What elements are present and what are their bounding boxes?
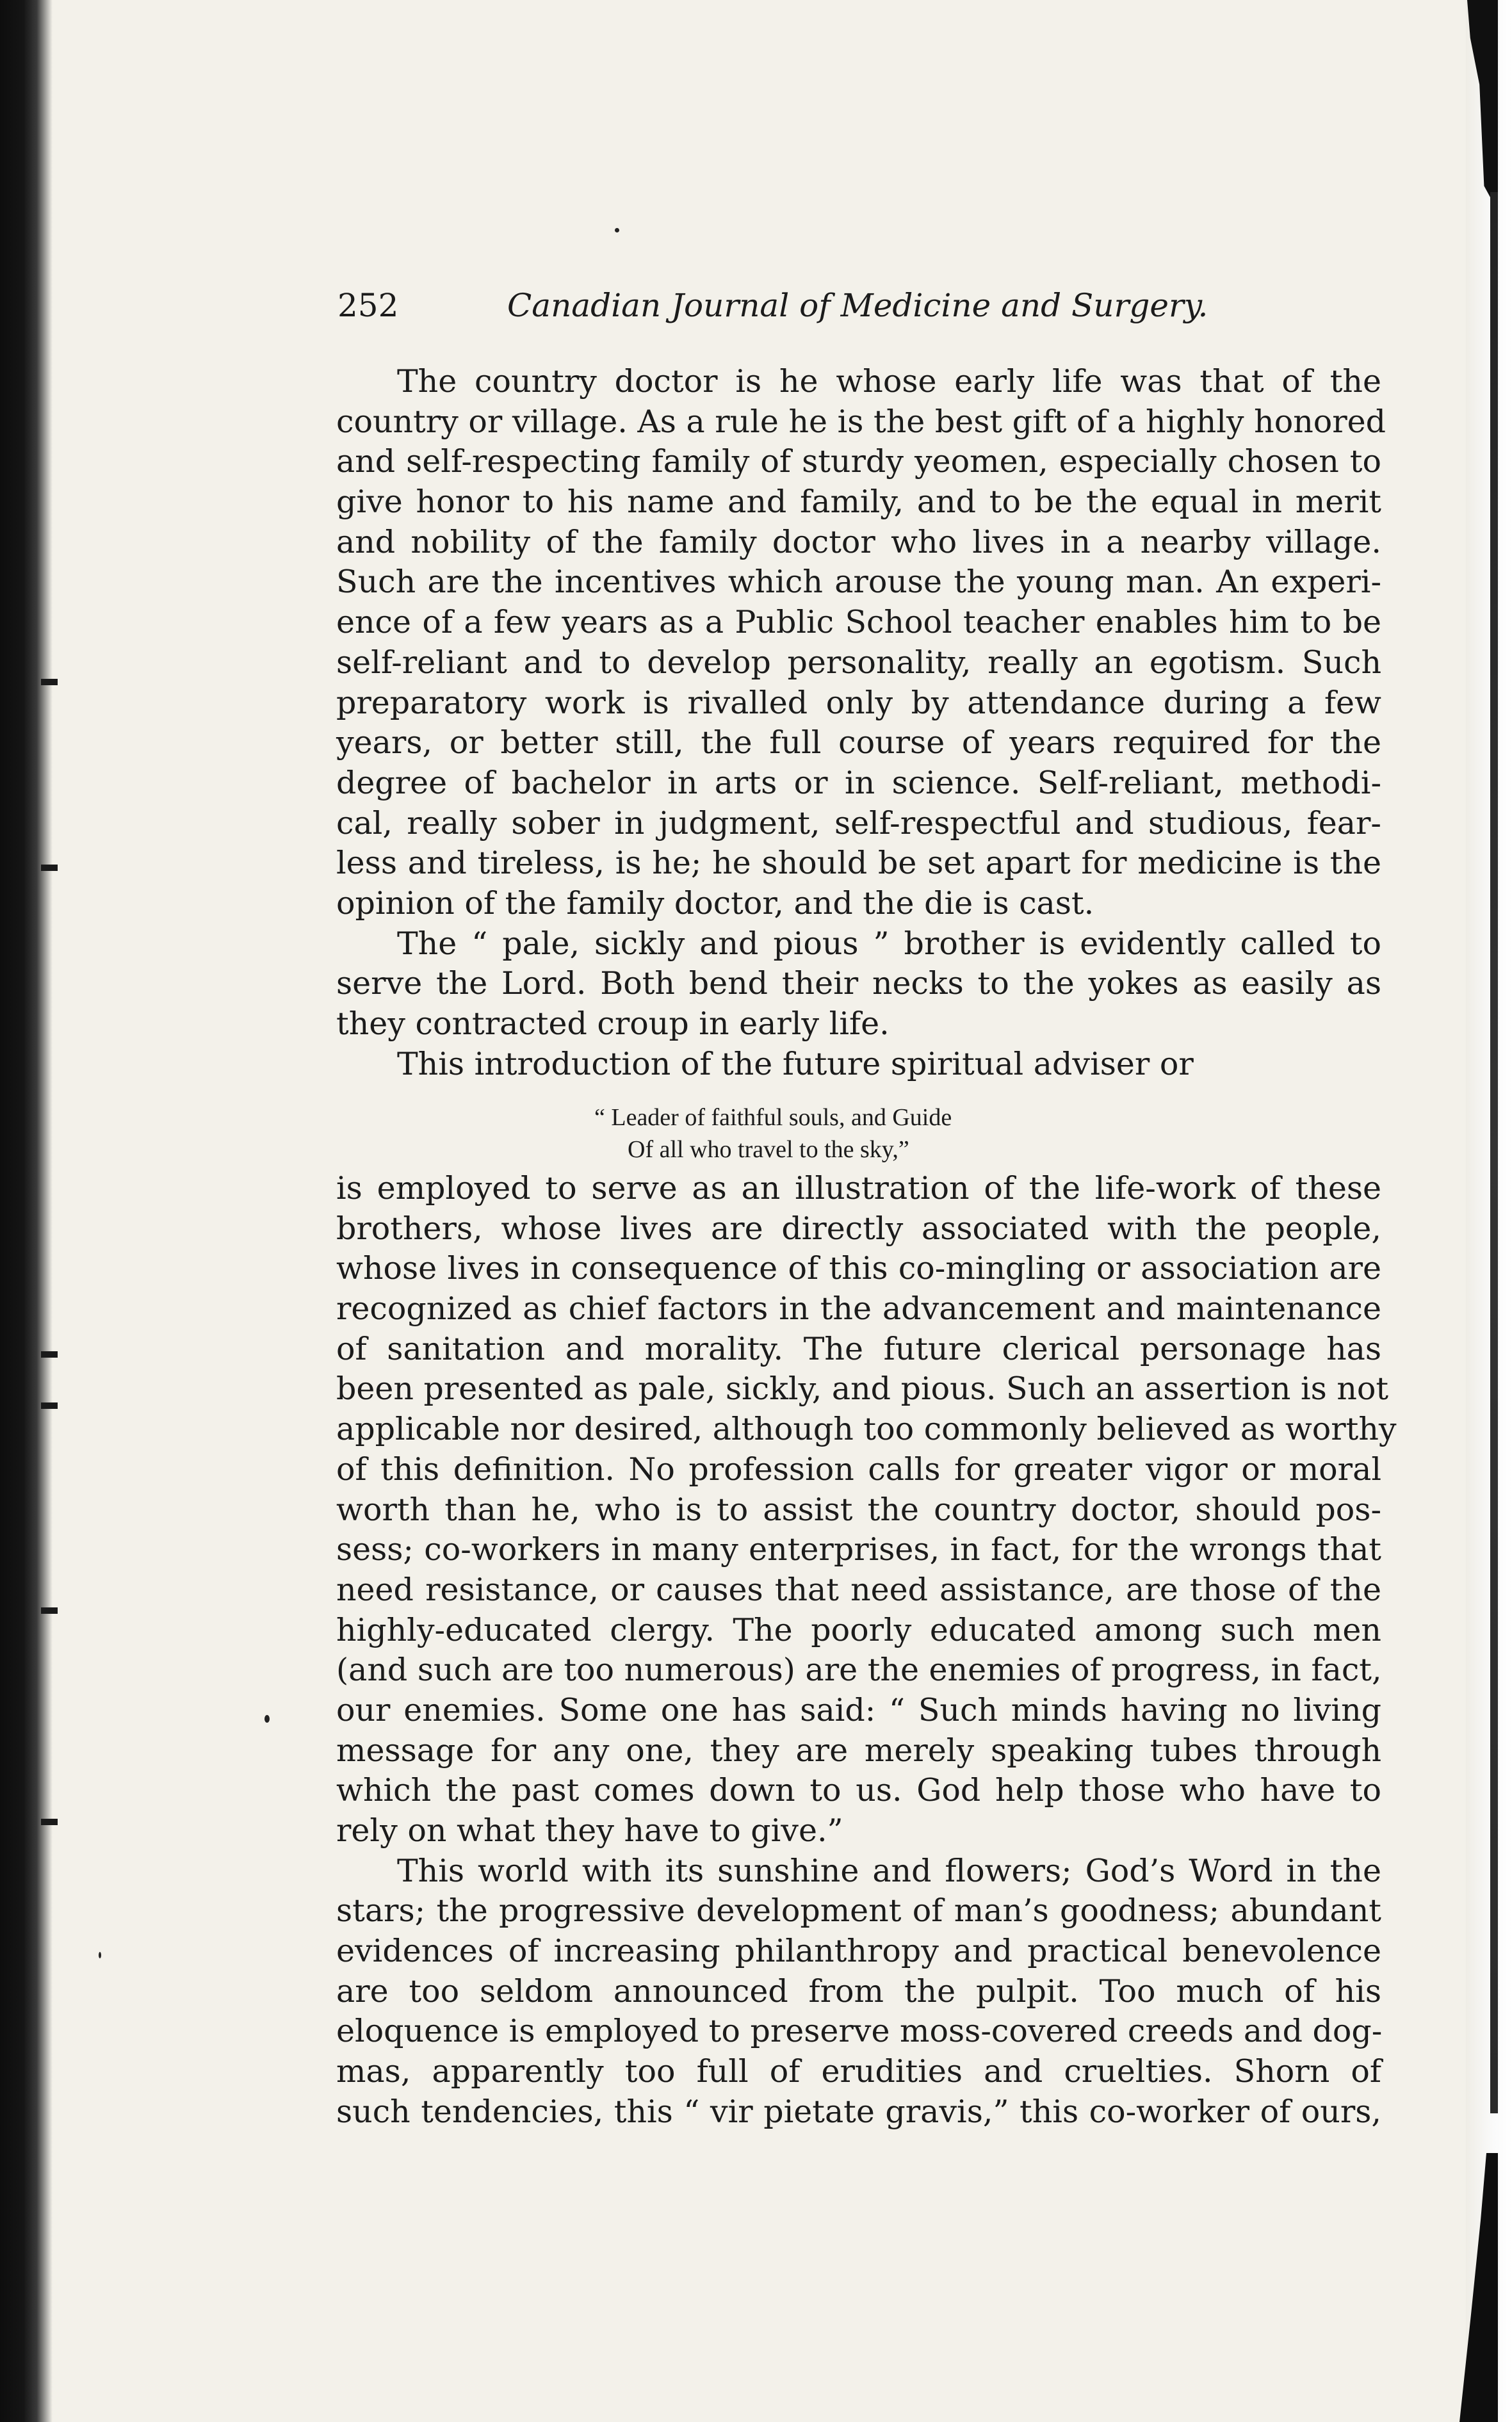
text-line: years, or better still, the full course of years required for the bbox=[336, 724, 1381, 761]
text-line: highly-educated clergy. The poorly educated among such men bbox=[336, 1611, 1381, 1648]
text-line: of this definition. No profession calls for greater vigor or moral bbox=[336, 1451, 1381, 1488]
text-line: give honor to his name and family, and to be the equal in merit bbox=[336, 484, 1381, 521]
text-line: opinion of the family doctor, and the die is cast. bbox=[336, 884, 1094, 922]
text-line: stars; the progressive development of man’s goodness; abundant bbox=[336, 1892, 1381, 1930]
text-line: eloquence is employed to preserve moss-covered creeds and dog- bbox=[336, 2013, 1383, 2050]
text-line: worth than he, who is to assist the country doctor, should pos- bbox=[336, 1491, 1381, 1528]
body-text-before-quote bbox=[336, 362, 1386, 1084]
text-line: less and tireless, is he; he should be set apart for medicine is the bbox=[336, 845, 1381, 882]
body-text-after-quote bbox=[336, 1169, 1397, 2133]
verse-line-1: “ Leader of faithful souls, and Guide bbox=[594, 1104, 952, 1131]
text-line: message for any one, they are merely speaking tubes through bbox=[336, 1732, 1381, 1769]
text-line: (and such are too numerous) are the enemies of progress, in fact, bbox=[336, 1652, 1382, 1689]
ink-speck bbox=[615, 228, 619, 232]
text-line: cal, really sober in judgment, self-respectful and studious, fear- bbox=[336, 804, 1381, 841]
text-line: The country doctor is he whose early life was that of the bbox=[397, 363, 1381, 400]
text-line: and self-respecting family of sturdy yeomen, especially chosen to bbox=[336, 443, 1381, 480]
text-line: preparatory work is rivalled only by attendance during a few bbox=[336, 684, 1381, 721]
text-line: brothers, whose lives are directly associated with the people, bbox=[336, 1210, 1381, 1247]
page-number: 252 bbox=[337, 287, 399, 324]
binding-edge bbox=[0, 0, 53, 2422]
text-line: This world with its sunshine and flowers; God’s Word in the bbox=[397, 1852, 1381, 1889]
text-line: rely on what they have to give.” bbox=[336, 1812, 843, 1849]
text-line: is employed to serve as an illustration of the life-work of these bbox=[336, 1170, 1381, 1207]
text-line: such tendencies, this “ vir pietate gravis,” this co-worker of ours, bbox=[336, 2093, 1381, 2130]
text-line: of sanitation and morality. The future clerical personage has bbox=[336, 1330, 1381, 1367]
torn-page-edge bbox=[1466, 0, 1512, 2422]
text-line: whose lives in consequence of this co-mingling or association are bbox=[336, 1250, 1381, 1287]
text-line: Such are the incentives which arouse the young man. An experi- bbox=[336, 564, 1381, 601]
text-line: ence of a few years as a Public School teacher enables him to be bbox=[336, 604, 1381, 641]
verse-line-2: Of all who travel to the sky,” bbox=[628, 1136, 909, 1163]
text-line: they contracted croup in early life. bbox=[336, 1005, 890, 1042]
text-line: applicable nor desired, although too commonly believed as worthy bbox=[336, 1411, 1397, 1448]
text-line: serve the Lord. Both bend their necks to the yokes as easily as bbox=[336, 965, 1381, 1002]
text-line: recognized as chief factors in the advancement and maintenance bbox=[336, 1290, 1381, 1328]
text-line: been presented as pale, sickly, and pious. Such an assertion is not bbox=[336, 1370, 1389, 1408]
text-line: degree of bachelor in arts or in science. Self-reliant, methodi- bbox=[336, 764, 1381, 801]
text-line: are too seldom announced from the pulpit. Too much of his bbox=[336, 1972, 1381, 2010]
text-line: which the past comes down to us. God help those who have to bbox=[336, 1772, 1381, 1809]
verse-quote bbox=[589, 1101, 1166, 1166]
ink-speck bbox=[264, 1715, 270, 1723]
text-line: mas, apparently too full of erudities and cruelties. Shorn of bbox=[336, 2053, 1381, 2090]
text-line: This introduction of the future spiritual adviser or bbox=[397, 1045, 1194, 1082]
running-head bbox=[337, 283, 1381, 328]
text-line: country or village. As a rule he is the best gift of a highly honored bbox=[336, 403, 1386, 440]
text-line: our enemies. Some one has said: “ Such minds having no living bbox=[336, 1691, 1381, 1728]
text-line: and nobility of the family doctor who lives in a nearby village. bbox=[336, 523, 1381, 560]
text-line: evidences of increasing philanthropy and practical benevolence bbox=[336, 1933, 1381, 1970]
journal-title: Canadian Journal of Medicine and Surgery. bbox=[507, 287, 1208, 324]
text-line: self-reliant and to develop personality, really an egotism. Such bbox=[336, 644, 1381, 681]
text-line: need resistance, or causes that need assistance, are those of the bbox=[336, 1571, 1381, 1608]
ink-speck bbox=[99, 1952, 101, 1958]
text-line: The “ pale, sickly and pious ” brother is evidently called to bbox=[397, 925, 1381, 962]
text-line: sess; co-workers in many enterprises, in fact, for the wrongs that bbox=[336, 1531, 1381, 1568]
